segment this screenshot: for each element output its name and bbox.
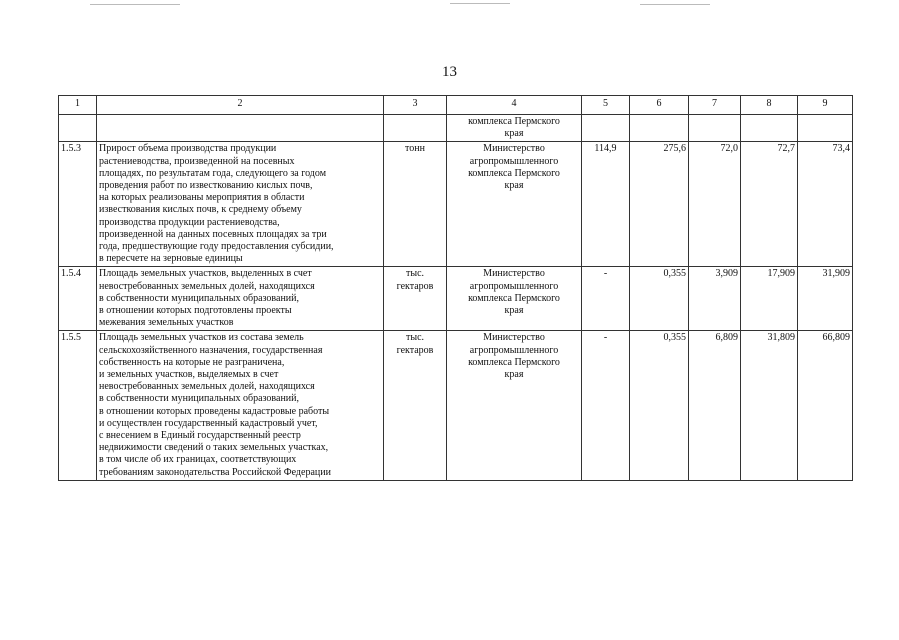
value-col5: 114,9 (582, 142, 630, 267)
header-cell: 9 (798, 96, 853, 115)
unit-line: тыс. (405, 268, 425, 280)
org-line: комплекса Пермского (468, 167, 560, 179)
org-line: края (504, 128, 524, 140)
name-line: на которых реализованы мероприятия в области (99, 192, 305, 204)
value-col9: 66,809 (798, 331, 853, 480)
name-line: и осуществлен государственный кадастровый учет, (99, 417, 318, 429)
value-cell (798, 115, 853, 142)
header-cell: 6 (630, 96, 689, 115)
name-line: известкования кислых почв, к среднему объему (99, 204, 302, 216)
name-line: Прирост объема производства продукции (99, 143, 277, 155)
header-cell: 4 (447, 96, 582, 115)
org-cell (447, 331, 582, 480)
name-line: площадях, по результатам года, следующего за годом (99, 167, 327, 179)
header-cell: 7 (689, 96, 741, 115)
value-col7: 3,909 (689, 267, 741, 331)
name-line: в пересчете на зерновые единицы (99, 253, 243, 265)
num-cell (59, 115, 97, 142)
org-cell (447, 267, 582, 331)
value-col6: 0,355 (630, 267, 689, 331)
row-number: 1.5.4 (59, 267, 97, 331)
value-col7: 72,0 (689, 142, 741, 267)
scan-mark (640, 4, 710, 5)
name-line: и земельных участков, выделяемых в счет (99, 369, 279, 381)
value-cell (582, 115, 630, 142)
org-line: Министерство (483, 143, 545, 155)
header-cell: 1 (59, 96, 97, 115)
name-line: производства продукции растениеводства, (99, 216, 280, 228)
name-line: в том числе об их границах, соответствующих (99, 454, 297, 466)
unit-cell (384, 331, 447, 480)
name-line: произведенной на данных посевных площадях за три (99, 228, 327, 240)
indicators-table (58, 95, 853, 481)
name-line: в собственности муниципальных образований, (99, 393, 300, 405)
header-cell: 2 (97, 96, 384, 115)
org-line: агропромышленного (469, 155, 559, 167)
name-line: в отношении которых подготовлены проекты (99, 305, 292, 317)
indicator-name (97, 331, 384, 480)
org-line: агропромышленного (469, 280, 559, 292)
name-line: в отношении которых проведены кадастровые работы (99, 405, 330, 417)
scan-mark (450, 3, 510, 4)
name-line: межевания земельных участков (99, 317, 234, 329)
unit-cell (384, 115, 447, 142)
unit-cell (384, 267, 447, 331)
org-line: агропромышленного (469, 344, 559, 356)
value-col6: 275,6 (630, 142, 689, 267)
header-cell: 5 (582, 96, 630, 115)
name-line: требованиям законодательства Российской Федерации (99, 466, 331, 478)
value-col9: 73,4 (798, 142, 853, 267)
table-row (59, 142, 853, 267)
org-line: края (504, 180, 524, 192)
unit-cell (384, 142, 447, 267)
name-line: Площадь земельных участков из состава земель (99, 332, 304, 344)
name-line: Площадь земельных участков, выделенных в счет (99, 268, 312, 280)
indicator-name (97, 267, 384, 331)
value-col8: 31,809 (741, 331, 798, 480)
unit-line: гектаров (396, 344, 434, 356)
value-col6: 0,355 (630, 331, 689, 480)
table-row (59, 331, 853, 480)
value-col8: 72,7 (741, 142, 798, 267)
name-line: невостребованных земельных долей, находящихся (99, 280, 315, 292)
page-number: 13 (442, 64, 457, 80)
name-line: невостребованных земельных долей, находящихся (99, 381, 315, 393)
value-col8: 17,909 (741, 267, 798, 331)
org-cell (447, 115, 582, 142)
name-line: растениеводства, произведенной на посевных (99, 155, 295, 167)
row-number: 1.5.3 (59, 142, 97, 267)
org-line: комплекса Пермского (468, 356, 560, 368)
org-line: Министерство (483, 268, 545, 280)
org-line: края (504, 305, 524, 317)
value-cell (630, 115, 689, 142)
org-cell (447, 142, 582, 267)
name-line: в собственности муниципальных образований, (99, 292, 300, 304)
value-cell (689, 115, 741, 142)
value-col7: 6,809 (689, 331, 741, 480)
name-line: с внесением в Единый государственный реестр (99, 430, 301, 442)
name-line: сельскохозяйственного назначения, государственная (99, 344, 323, 356)
org-line: края (504, 369, 524, 381)
value-col9: 31,909 (798, 267, 853, 331)
unit-line: тыс. (405, 332, 425, 344)
unit-line: тонн (405, 143, 425, 155)
name-cell (97, 115, 384, 142)
unit-line: гектаров (396, 280, 434, 292)
org-line: Министерство (483, 332, 545, 344)
header-row (59, 96, 853, 115)
scan-mark (90, 4, 180, 5)
value-cell (741, 115, 798, 142)
name-line: проведения работ по известкованию кислых почв, (99, 180, 313, 192)
org-line: комплекса Пермского (468, 116, 560, 127)
header-cell: 8 (741, 96, 798, 115)
value-col5: - (582, 331, 630, 480)
org-line: комплекса Пермского (468, 292, 560, 304)
value-col5: - (582, 267, 630, 331)
row-number: 1.5.5 (59, 331, 97, 480)
name-line: года, предшествующие году предоставления субсидии, (99, 241, 334, 253)
header-cell: 3 (384, 96, 447, 115)
continuation-row (59, 115, 853, 142)
name-line: собственность на которые не разграничена, (99, 356, 285, 368)
table-row (59, 267, 853, 331)
indicator-name (97, 142, 384, 267)
name-line: недвижимости сведений о таких земельных участках, (99, 442, 329, 454)
